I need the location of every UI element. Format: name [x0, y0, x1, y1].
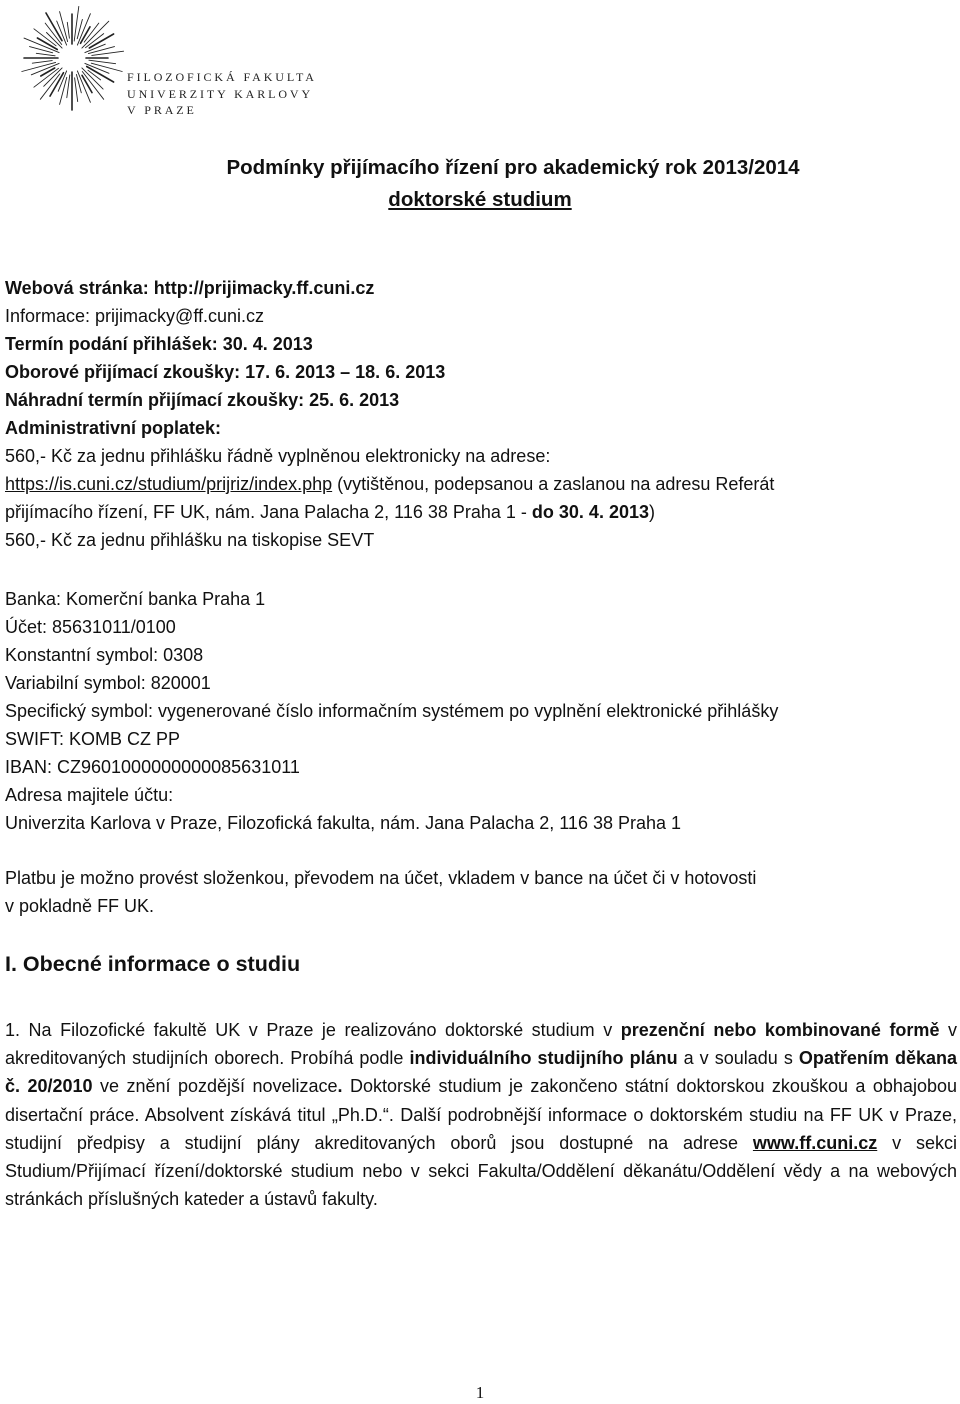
fee-url-line — [5, 470, 957, 498]
email-line: Informace: prijimacky@ff.cuni.cz — [5, 306, 265, 326]
fee-paper-line: 560,- Kč za jednu přihlášku na tiskopise SEVT — [5, 530, 375, 550]
owner-label: Adresa majitele účtu: — [5, 785, 174, 805]
fee-note-deadline: do 30. 4. 2013 — [531, 502, 649, 522]
section-paragraph — [5, 1016, 957, 1213]
logo-mark-icon — [10, 0, 130, 118]
logo-ray — [60, 77, 67, 104]
logo-ray — [76, 74, 81, 92]
paragraph-text: a v souladu s — [677, 1048, 799, 1069]
logo-ray — [82, 68, 103, 89]
paragraph-bold: Opatřením děkana č. 20/2010 — [5, 1048, 957, 1097]
logo-wordmark — [127, 69, 317, 119]
page-number: 1 — [475, 1383, 485, 1402]
logo-ray — [36, 53, 55, 56]
paragraph-bold: . — [337, 1076, 343, 1097]
alt-exam-line: Náhradní termín přijímací zkoušky: 25. 6. 2013 — [5, 390, 400, 410]
faculty-website-link[interactable]: www.ff.cuni.cz — [752, 1132, 878, 1153]
owner-address: Univerzita Karlova v Praze, Filozofická fakulta, nám. Jana Palacha 2, 116 38 Praha 1 — [5, 813, 682, 833]
logo-ray — [82, 72, 103, 100]
logo-ray — [41, 68, 55, 76]
fee-note-end: ) — [649, 502, 655, 522]
logo-ray — [67, 22, 69, 38]
account-line: Účet: 85631011/0100 — [5, 617, 176, 637]
document-subtitle: doktorské studium — [388, 188, 572, 211]
fee-note-text: přijímacího řízení, FF UK, nám. Jana Palacha 2, 116 38 Praha 1 - — [5, 502, 532, 522]
fee-note-text: (vytištěnou, podepsanou a zaslanou na adresu Referát — [332, 474, 775, 494]
payment-line: Platbu je možno provést složenkou, převodem na účet, vkladem v bance na účet či v hotovosti — [5, 868, 757, 888]
logo-line: FILOZOFICKÁ FAKULTA — [127, 70, 317, 84]
payment-line: v pokladně FF UK. — [5, 896, 155, 916]
admission-info — [5, 274, 957, 554]
logo-line: UNIVERZITY KARLOVY — [127, 86, 314, 101]
document-title: Podmínky přijímacího řízení pro akademický rok 2013/2014 — [226, 156, 800, 179]
logo-ray — [91, 63, 122, 71]
deadline-line: Termín podání přihlášek: 30. 4. 2013 — [5, 334, 313, 354]
bank-line: Banka: Komerční banka Praha 1 — [5, 589, 266, 609]
logo-line: V PRAZE — [127, 103, 197, 117]
paragraph-text: 1. Na Filozofické fakultě UK v Praze je realizováno doktorské studium v — [5, 1020, 621, 1040]
paragraph-text: v sekci Studium/Přijímací řízení/doktorské studium nebo v sekci Fakulta/Oddělení děkanátu/Oddělení vědy a na webových stránkách příslušných kateder a ústavů fakulty. — [5, 1132, 958, 1210]
paragraph-text: ve znění pozdější novelizace — [92, 1076, 338, 1097]
paragraph-text: v akreditovaných studijních oborech. Probíhá podle — [5, 1020, 957, 1069]
iban-line: IBAN: CZ9601000000000085631011 — [5, 757, 300, 777]
fee-note-line — [5, 498, 957, 526]
swift-line: SWIFT: KOMB CZ PP — [5, 729, 181, 749]
exam-dates-line: Oborové přijímací zkoušky: 17. 6. 2013 – 18. 6. 2013 — [5, 362, 446, 382]
paragraph-bold: prezenční nebo kombinované formě — [620, 1020, 940, 1040]
constant-symbol-line: Konstantní symbol: 0308 — [5, 645, 204, 665]
variable-symbol-line: Variabilní symbol: 820001 — [5, 673, 211, 693]
bank-info — [5, 585, 957, 920]
logo-ray — [67, 75, 70, 98]
paragraph-bold: individuálního studijního plánu — [409, 1048, 678, 1069]
logo-ray — [30, 47, 53, 53]
specific-symbol-line: Specifický symbol: vygenerované číslo informačním systémem po vyplnění elektronické přihlášky — [5, 701, 779, 721]
section-heading: I. Obecné informace o studiu — [5, 952, 301, 976]
website-line: Webová stránka: http://prijimacky.ff.cuni.cz — [5, 278, 375, 298]
faculty-logo — [10, 0, 317, 118]
fee-heading: Administrativní poplatek: — [5, 418, 222, 438]
application-link[interactable]: https://is.cuni.cz/studium/prijriz/index.php — [5, 474, 333, 494]
paragraph-text: Doktorské studium je zakončeno státní doktorskou zkouškou a obhajobou disertační práce. Absolvent získává titul „Ph.D.“. Další podrobnější informace o doktorském studiu na FF UK v Praze, studijní předpisy a studijní plány akreditovaných oborů jsou dostupné na adrese — [5, 1076, 957, 1153]
fee-electronic-line: 560,- Kč za jednu přihlášku řádně vyplněnou elektronicky na adrese: — [5, 446, 551, 466]
logo-ray — [32, 61, 52, 64]
logo-ray — [75, 78, 78, 102]
